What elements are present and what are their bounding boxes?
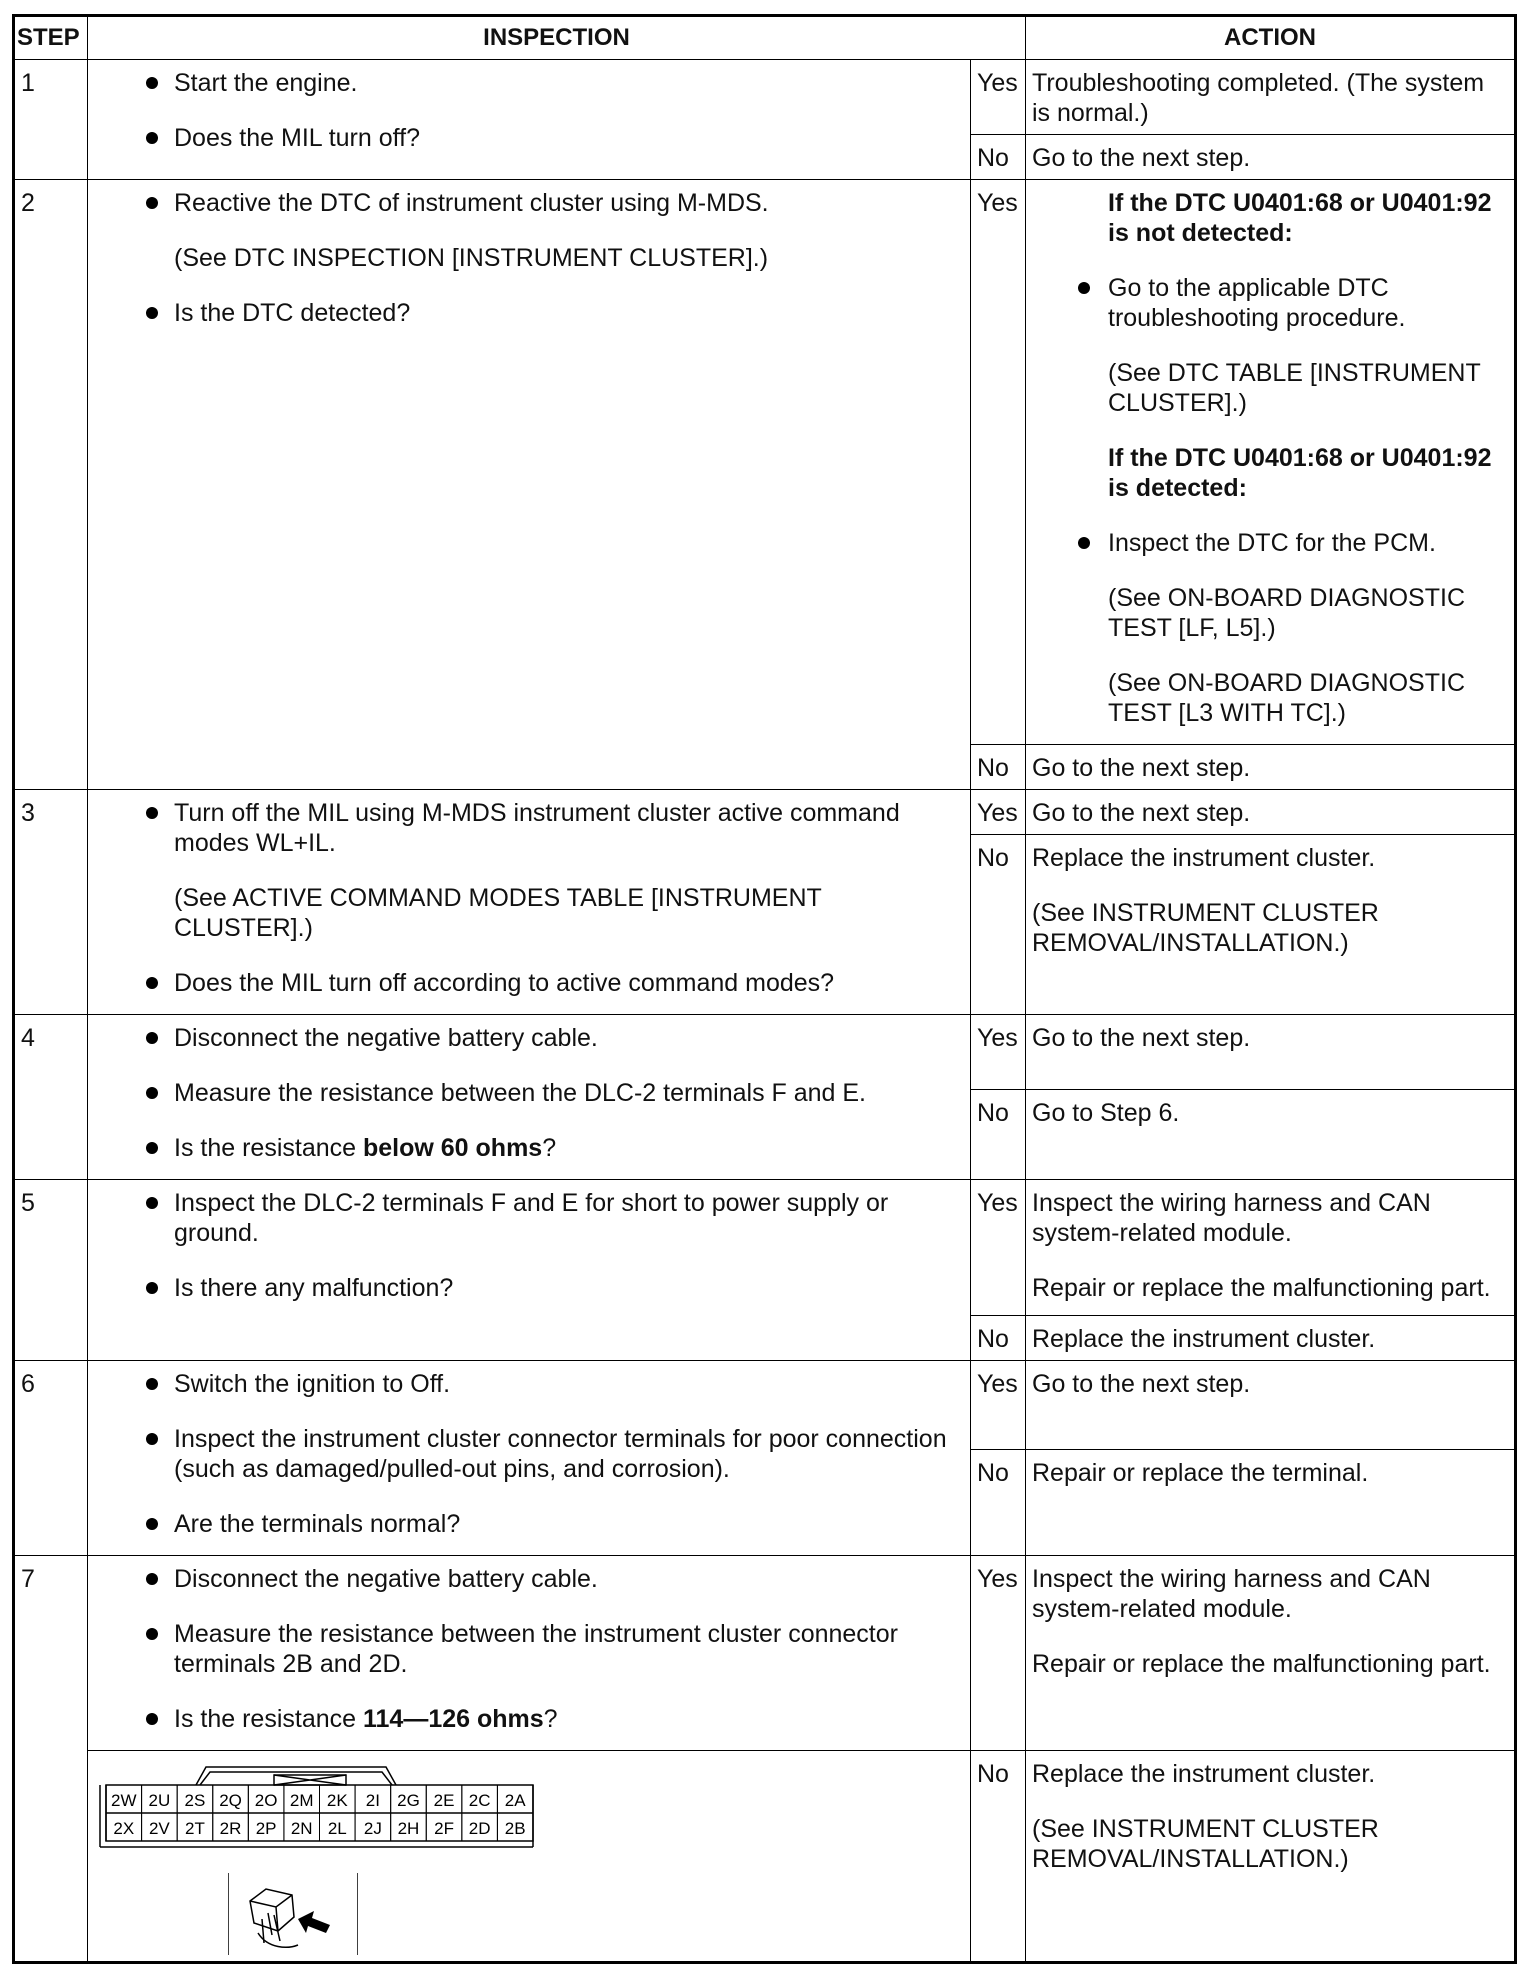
step-number: 1 [14, 60, 88, 180]
step-number: 5 [14, 1180, 88, 1361]
terminal-label: 2F [434, 1819, 454, 1838]
table-row [14, 1751, 1516, 1963]
step-number: 3 [14, 790, 88, 1015]
step-number: 6 [14, 1361, 88, 1556]
no-action: Replace the instrument cluster. (See INSTRUMENT CLUSTER REMOVAL/INSTALLATION.) [1026, 835, 1516, 1015]
connector-top-row [106, 1785, 533, 1813]
list-item: Go to the applicable DTC troubleshooting procedure. (See DTC TABLE [INSTRUMENT CLUSTER].) [1076, 273, 1508, 418]
yes-action: Troubleshooting completed. (The system is normal.) [1026, 60, 1516, 135]
list-item: Start the engine. [144, 68, 964, 98]
yes-label: Yes [971, 1361, 1026, 1450]
inspection-cell [88, 790, 971, 1015]
terminal-label: 2V [148, 1819, 170, 1838]
yes-label: Yes [971, 1015, 1026, 1090]
no-action: Replace the instrument cluster. [1026, 1316, 1516, 1361]
list-item: Is the resistance 114—126 ohms? [144, 1704, 964, 1734]
list-item: Inspect the instrument cluster connector terminals for poor connection (such as damaged/pulled-out pins, and corrosion). [144, 1424, 964, 1484]
terminal-label: 2M [289, 1791, 314, 1810]
terminal-label: 2A [504, 1791, 526, 1810]
table-row [14, 790, 1516, 835]
list-item: Switch the ignition to Off. [144, 1369, 964, 1399]
table-row [14, 1180, 1516, 1316]
terminal-label: 2G [397, 1791, 420, 1810]
list-item: Does the MIL turn off according to active command modes? [144, 968, 964, 998]
inspection-header: INSPECTION [88, 16, 1026, 60]
table-row [14, 180, 1516, 745]
no-label: No [971, 835, 1026, 1015]
yes-action: Inspect the wiring harness and CAN system-related module. Repair or replace the malfunctioning part. [1026, 1556, 1516, 1751]
no-label: No [971, 745, 1026, 790]
yes-label: Yes [971, 60, 1026, 135]
no-action: Go to the next step. [1026, 745, 1516, 790]
table-row [14, 60, 1516, 135]
list-item: Is the DTC detected? [144, 298, 964, 328]
connector-location-icon [228, 1873, 358, 1955]
terminal-label: 2S [184, 1791, 206, 1810]
yes-label: Yes [971, 790, 1026, 835]
no-label: No [971, 1450, 1026, 1556]
table-row [14, 1556, 1516, 1751]
list-item: Are the terminals normal? [144, 1509, 964, 1539]
terminal-label: 2B [504, 1819, 526, 1838]
diagnostic-page [12, 14, 1514, 1876]
list-item: Reactive the DTC of instrument cluster using M-MDS. (See DTC INSPECTION [INSTRUMENT CLUSTER].) [144, 188, 964, 273]
table-row [14, 1015, 1516, 1090]
terminal-label: 2K [326, 1791, 348, 1810]
list-item: Is there any malfunction? [144, 1273, 964, 1303]
terminal-label: 2H [397, 1819, 420, 1838]
no-label: No [971, 1316, 1026, 1361]
connector-illustration-cell [88, 1751, 971, 1963]
yes-label: Yes [971, 180, 1026, 745]
no-action: Repair or replace the terminal. [1026, 1450, 1516, 1556]
list-item: Measure the resistance between the instrument cluster connector terminals 2B and 2D. [144, 1619, 964, 1679]
list-item: Does the MIL turn off? [144, 123, 964, 153]
list-item: Turn off the MIL using M-MDS instrument cluster active command modes WL+IL. (See ACTIVE COMMAND MODES TABLE [INSTRUMENT CLUSTER].) [144, 798, 964, 943]
connector-bottom-row [106, 1813, 533, 1841]
step-number: 2 [14, 180, 88, 790]
terminal-label: 2T [185, 1819, 205, 1838]
action-header: ACTION [1026, 16, 1516, 60]
table-header-row [14, 16, 1516, 60]
inspection-cell [88, 1015, 971, 1180]
terminal-label: 2Q [219, 1791, 242, 1810]
no-action: Go to the next step. [1026, 135, 1516, 180]
step-number: 4 [14, 1015, 88, 1180]
terminal-label: 2X [113, 1819, 135, 1838]
connector-terminal-diagram [96, 1759, 541, 1869]
yes-action: Go to the next step. [1026, 1015, 1516, 1090]
yes-action: Go to the next step. [1026, 790, 1516, 835]
terminal-label: 2C [468, 1791, 491, 1810]
list-item: Measure the resistance between the DLC-2 terminals F and E. [144, 1078, 964, 1108]
terminal-label: 2U [148, 1791, 171, 1810]
inspection-cell [88, 60, 971, 180]
terminal-label: 2O [254, 1791, 278, 1810]
terminal-label: 2L [327, 1819, 347, 1838]
no-action: Go to Step 6. [1026, 1090, 1516, 1180]
list-item: Disconnect the negative battery cable. [144, 1023, 964, 1053]
terminal-label: 2E [433, 1791, 455, 1810]
inspection-cell [88, 1556, 971, 1751]
list-item: Is the resistance below 60 ohms? [144, 1133, 964, 1163]
terminal-label: 2N [290, 1819, 313, 1838]
no-label: No [971, 1090, 1026, 1180]
inspection-cell [88, 180, 971, 790]
list-item: Disconnect the negative battery cable. [144, 1564, 964, 1594]
terminal-label: 2I [365, 1791, 380, 1810]
no-label: No [971, 135, 1026, 180]
terminal-label: 2J [363, 1819, 382, 1838]
yes-label: Yes [971, 1180, 1026, 1316]
table-row [14, 1361, 1516, 1450]
inspection-cell [88, 1361, 971, 1556]
terminal-label: 2R [219, 1819, 242, 1838]
yes-action: If the DTC U0401:68 or U0401:92 is not detected: Go to the applicable DTC troubleshooting procedure. (See DTC TABLE [INSTRUMENT CLUSTER].) If the DTC U0401:68 or U0401:92 is detected: Inspect the DTC for the PCM. (See ON-BOARD DIAGNOSTIC TEST [LF, L5].) (See ON-BOARD DIAGNOSTIC TEST [L3 WITH TC].) [1026, 180, 1516, 745]
terminal-label: 2D [468, 1819, 491, 1838]
terminal-label: 2W [111, 1791, 137, 1810]
no-label: No [971, 1751, 1026, 1963]
no-action: Replace the instrument cluster. (See INSTRUMENT CLUSTER REMOVAL/INSTALLATION.) [1026, 1751, 1516, 1963]
list-item: Inspect the DLC-2 terminals F and E for short to power supply or ground. [144, 1188, 964, 1248]
yes-action: Inspect the wiring harness and CAN system-related module. Repair or replace the malfunctioning part. [1026, 1180, 1516, 1316]
inspection-cell [88, 1180, 971, 1361]
troubleshooting-table [12, 14, 1517, 1964]
yes-action: Go to the next step. [1026, 1361, 1516, 1450]
connector-illustration [88, 1751, 970, 1961]
list-item: Inspect the DTC for the PCM. (See ON-BOARD DIAGNOSTIC TEST [LF, L5].) (See ON-BOARD DIAGNOSTIC TEST [L3 WITH TC].) [1076, 528, 1508, 728]
yes-label: Yes [971, 1556, 1026, 1751]
step-header: STEP [14, 16, 88, 60]
step-number: 7 [14, 1556, 88, 1963]
terminal-label: 2P [255, 1819, 277, 1838]
